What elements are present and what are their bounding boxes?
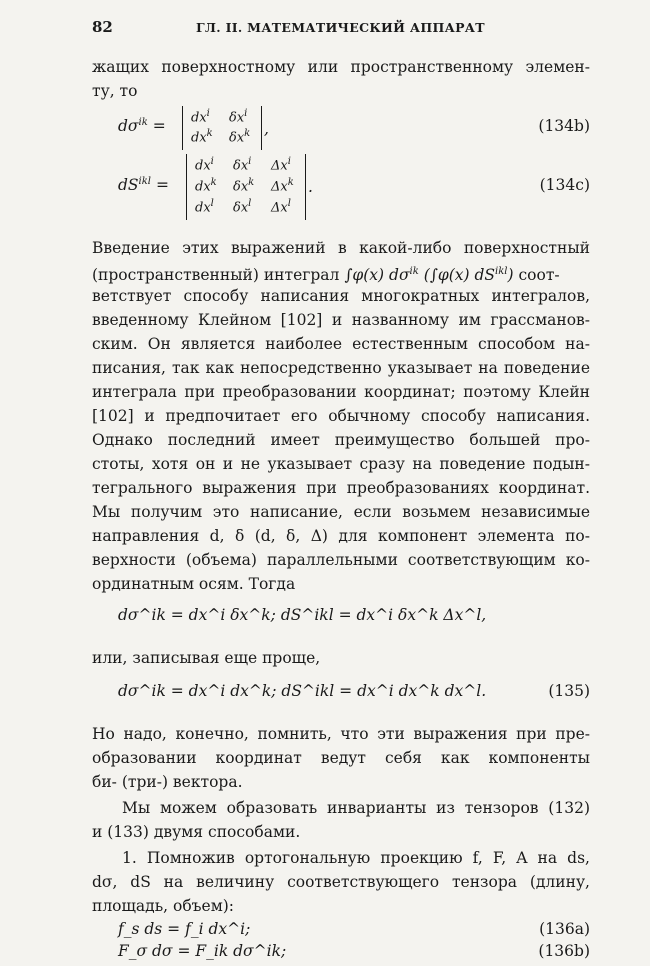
text-line: dσ, dS на величину соответствующего тензора (длину,	[92, 873, 590, 891]
text-line: Введение этих выражений в какой-либо поверхностный	[92, 239, 590, 257]
text-line: [102] и предпочитает его обычному способу написания.	[92, 407, 590, 425]
running-title: ГЛ. II. МАТЕМАТИЧЕСКИЙ АППАРАТ	[196, 20, 485, 35]
equation-134c: $dS^{ikl}$ =	[118, 176, 169, 195]
equation-134b: $d\sigma^{ik}$ =	[118, 117, 166, 136]
equation-unnumbered: dσ^ik = dx^i δx^k; dS^ikl = dx^i δx^k Δx^l,	[118, 606, 487, 624]
equation-number: (135)	[548, 682, 590, 700]
equation-number: (134c)	[539, 176, 590, 194]
text-line: направления d, δ (d, δ, Δ) для компонент элемента по-	[92, 527, 590, 545]
text-line: би- (три-) вектора.	[92, 773, 243, 791]
equation-number: (134b)	[538, 117, 590, 135]
equation-number: (136a)	[539, 920, 590, 938]
determinant-3x3: $dx^i$ $\delta x^i$ $\Delta x^i$ $dx^k$ $\delta x^k$ $\Delta x^k$ $dx^l$ $\delta x^l$ $\Delta x^l$	[186, 154, 306, 220]
text-line: и (133) двумя способами.	[92, 823, 301, 841]
text-line: ветствует способу написания многократных интегралов,	[92, 287, 590, 305]
determinant-2x2: $dx^i$ $\delta x^i$ $dx^k$ $\delta x^k$	[182, 106, 262, 150]
text-line: образовании координат ведут себя как компоненты	[92, 749, 590, 767]
page-number: 82	[92, 18, 113, 36]
text-line: или, записывая еще проще,	[92, 649, 321, 667]
text-line: Однако последний имеет преимущество большей про-	[92, 431, 590, 449]
text-line: верхности (объема) параллельными соответствующим ко-	[92, 551, 590, 569]
text-line: ту, то	[92, 82, 138, 100]
text-line: введенному Клейном [102] и названному им грассманов-	[92, 311, 590, 329]
text-line: Мы получим это написание, если возьмем независимые	[92, 503, 590, 521]
text-line: писания, так как непосредственно указывает на поведение	[92, 359, 590, 377]
equation-136a: f_s ds = f_i dx^i;	[118, 920, 251, 938]
book-page: 82 ГЛ. II. МАТЕМАТИЧЕСКИЙ АППАРАТ жащих поверхностному или пространственному элемен- ту, то $d\sigma^{ik}$ = $dx^i$ $\delta x^i$ $dx^k$ $\delta x^k$ , (134b) $dS^{ikl}$ = $dx^i$ $\delta x^i$ $\Delta x^i$ $dx^k$ $\delta x^k$ $\Delta x^k$ $dx^l$ $\delta x^l$ $\Delta x^l$ . (134c) Введение этих выражений в какой-либо поверхностный (пространственный) интеграл ∫φ(x) $d\sigma^{ik}$ (∫φ(x) $dS^{ikl}$) соот- ветствует способу написания многократных интегралов, введенному Клейном [102] и названному им грассманов- ским. Он является наиболее естественным способом на- писания, так как непосредственно указывает на поведение интеграла при преобразовании координат; поэтому Клейн [102] и предпочитает его обычному способу написания. Однако последний имеет преимущество большей про- стоты, хотя он и не указывает сразу на поведение подын- тегрального выражения при преобразованиях координат. Мы получим это написание, если возьмем независимые направления d, δ (d, δ, Δ) для компонент элемента по- верхности (объема) параллельными соответствующим ко- ординатным осям. Тогда dσ^ik = dx^i δx^k; dS^ikl = dx^i δx^k Δx^l, или, записывая еще проще, dσ^ik = dx^i dx^k; dS^ikl = dx^i dx^k dx^l. (135) Но надо, конечно, помнить, что эти выражения при пре- образовании координат ведут себя как компоненты би- (три-) вектора. Мы можем образовать инварианты из тензоров (132) и (133) двумя способами. 1. Помножив ортогональную проекцию f, F, A на ds, dσ, dS на величину соответствующего тензора (длину, площадь, объем): f_s ds = f_i dx^i; (136a) F_σ dσ = F_ik dσ^ik; (136b)	[92, 18, 590, 960]
text-line: жащих поверхностному или пространственному элемен-	[92, 58, 590, 76]
text-line: тегрального выражения при преобразованиях координат.	[92, 479, 590, 497]
text-line: ским. Он является наиболее естественным способом на-	[92, 335, 590, 353]
text-line: Мы можем образовать инварианты из тензоров (132)	[122, 799, 590, 817]
text-line: интеграла при преобразовании координат; поэтому Клейн	[92, 383, 590, 401]
page-header	[92, 18, 592, 42]
equation-136b: F_σ dσ = F_ik dσ^ik;	[118, 942, 287, 960]
text-line: (пространственный) интеграл ∫φ(x) $d\sigma^{ik}$ (∫φ(x) $dS^{ikl}$) соот-	[92, 266, 560, 285]
text-line: площадь, объем):	[92, 897, 235, 915]
equation-135: dσ^ik = dx^i dx^k; dS^ikl = dx^i dx^k dx^l.	[118, 682, 487, 700]
text-line: 1. Помножив ортогональную проекцию f, F, A на ds,	[122, 849, 590, 867]
text-line: стоты, хотя он и не указывает сразу на поведение подын-	[92, 455, 590, 473]
text-line: ординатным осям. Тогда	[92, 575, 296, 593]
equation-number: (136b)	[538, 942, 590, 960]
text-line: Но надо, конечно, помнить, что эти выражения при пре-	[92, 725, 590, 743]
